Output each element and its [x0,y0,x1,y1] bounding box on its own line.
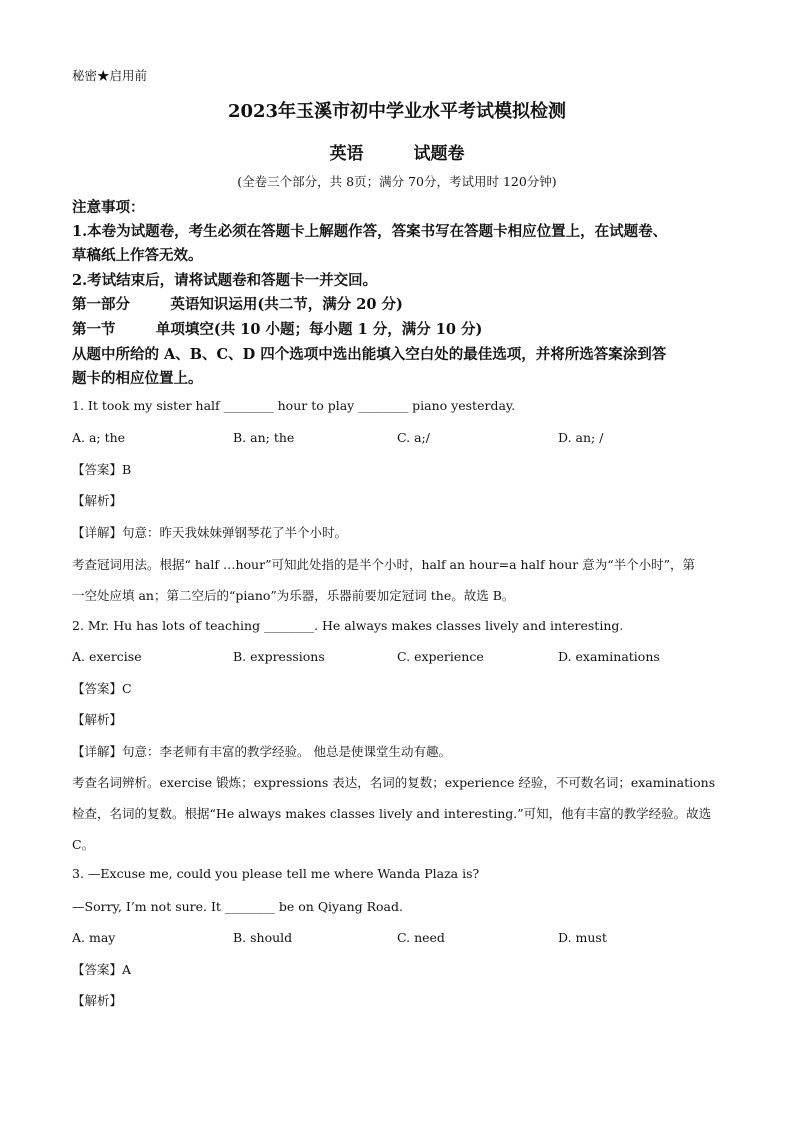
option-a: A. a; the [72,430,126,445]
note-2: 2.考试结束后，请将试题卷和答题卡一并交回。 [72,272,378,289]
option-b: B. should [233,930,293,945]
question-2-detail-4: C。 [72,837,95,852]
option-b: B. an; the [233,430,295,445]
option-a: A. exercise [72,649,142,664]
question-3-analysis-label: 【解析】 [72,993,123,1008]
part-1-heading: 第一部分 英语知识运用(共二节，满分 20 分) [72,296,403,313]
question-1-analysis-label: 【解析】 [72,493,123,508]
question-2-answer: 【答案】C [72,681,132,696]
question-1-detail-3: 一空处应填 an；第二空后的“piano”为乐器，乐器前要加定冠词 the。故选 B。 [72,588,515,603]
option-b: B. expressions [233,649,325,664]
confidential-mark: 秘密★启用前 [72,68,148,83]
exam-title: 2023年玉溪市初中学业水平考试模拟检测 [227,101,567,122]
option-d: D. examinations [558,649,660,664]
paper-label: 试题卷 [413,144,465,164]
question-2-detail-3: 检查，名词的复数。根据“He always makes classes lively and interesting.”可知，他有丰富的教学经验。故选 [72,806,712,821]
question-2-detail-1: 【详解】句意：李老师有丰富的教学经验。 他总是使课堂生动有趣。 [72,744,451,759]
instruction-line-1: 从题中所给的 A、B、C、D 四个选项中选出能填入空白处的最佳选项，并将所选答案涂到答 [72,346,667,363]
question-3-stem-line-2: —Sorry, I’m not sure. It ________ be on Qiyang Road. [72,899,403,914]
option-c: C. experience [397,649,484,664]
notes-heading: 注意事项： [72,199,145,216]
section-1-heading: 第一节 单项填空(共 10 小题；每小题 1 分，满分 10 分) [72,321,483,338]
question-1-stem: 1. It took my sister half ________ hour to play ________ piano yesterday. [72,398,516,413]
note-1-line-1: 1.本卷为试题卷，考生必须在答题卡上解题作答，答案书写在答题卡相应位置上，在试题卷、 [72,223,668,240]
option-d: D. must [558,930,607,945]
note-1-line-2: 草稿纸上作答无效。 [72,247,203,264]
question-3-answer: 【答案】A [72,962,132,977]
exam-subtitle [0,139,794,164]
instruction-line-2: 题卡的相应位置上。 [72,370,203,387]
exam-meta: (全卷三个部分，共 8页；满分 70分，考试用时 120分钟) [237,174,557,189]
question-1-answer: 【答案】B [72,462,132,477]
option-c: C. need [397,930,445,945]
option-a: A. may [72,930,116,945]
question-1-detail-2: 考查冠词用法。根据“ half …hour”可知此处指的是半个小时，half an hour=a half hour 意为“半个小时”，第 [72,557,695,572]
question-1-detail-1: 【详解】句意：昨天我妹妹弹钢琴花了半个小时。 [72,525,348,540]
subject-label: 英语 [329,144,364,164]
question-2-analysis-label: 【解析】 [72,712,123,727]
question-2-stem: 2. Mr. Hu has lots of teaching ________. He always makes classes lively and interesting. [72,618,624,633]
option-d: D. an; / [558,430,604,445]
question-2-detail-2: 考查名词辨析。exercise 锻炼；expressions 表达，名词的复数；experience 经验，不可数名词；examinations [72,775,716,790]
option-c: C. a;/ [397,430,430,445]
question-3-stem-line-1: 3. —Excuse me, could you please tell me where Wanda Plaza is? [72,866,480,881]
